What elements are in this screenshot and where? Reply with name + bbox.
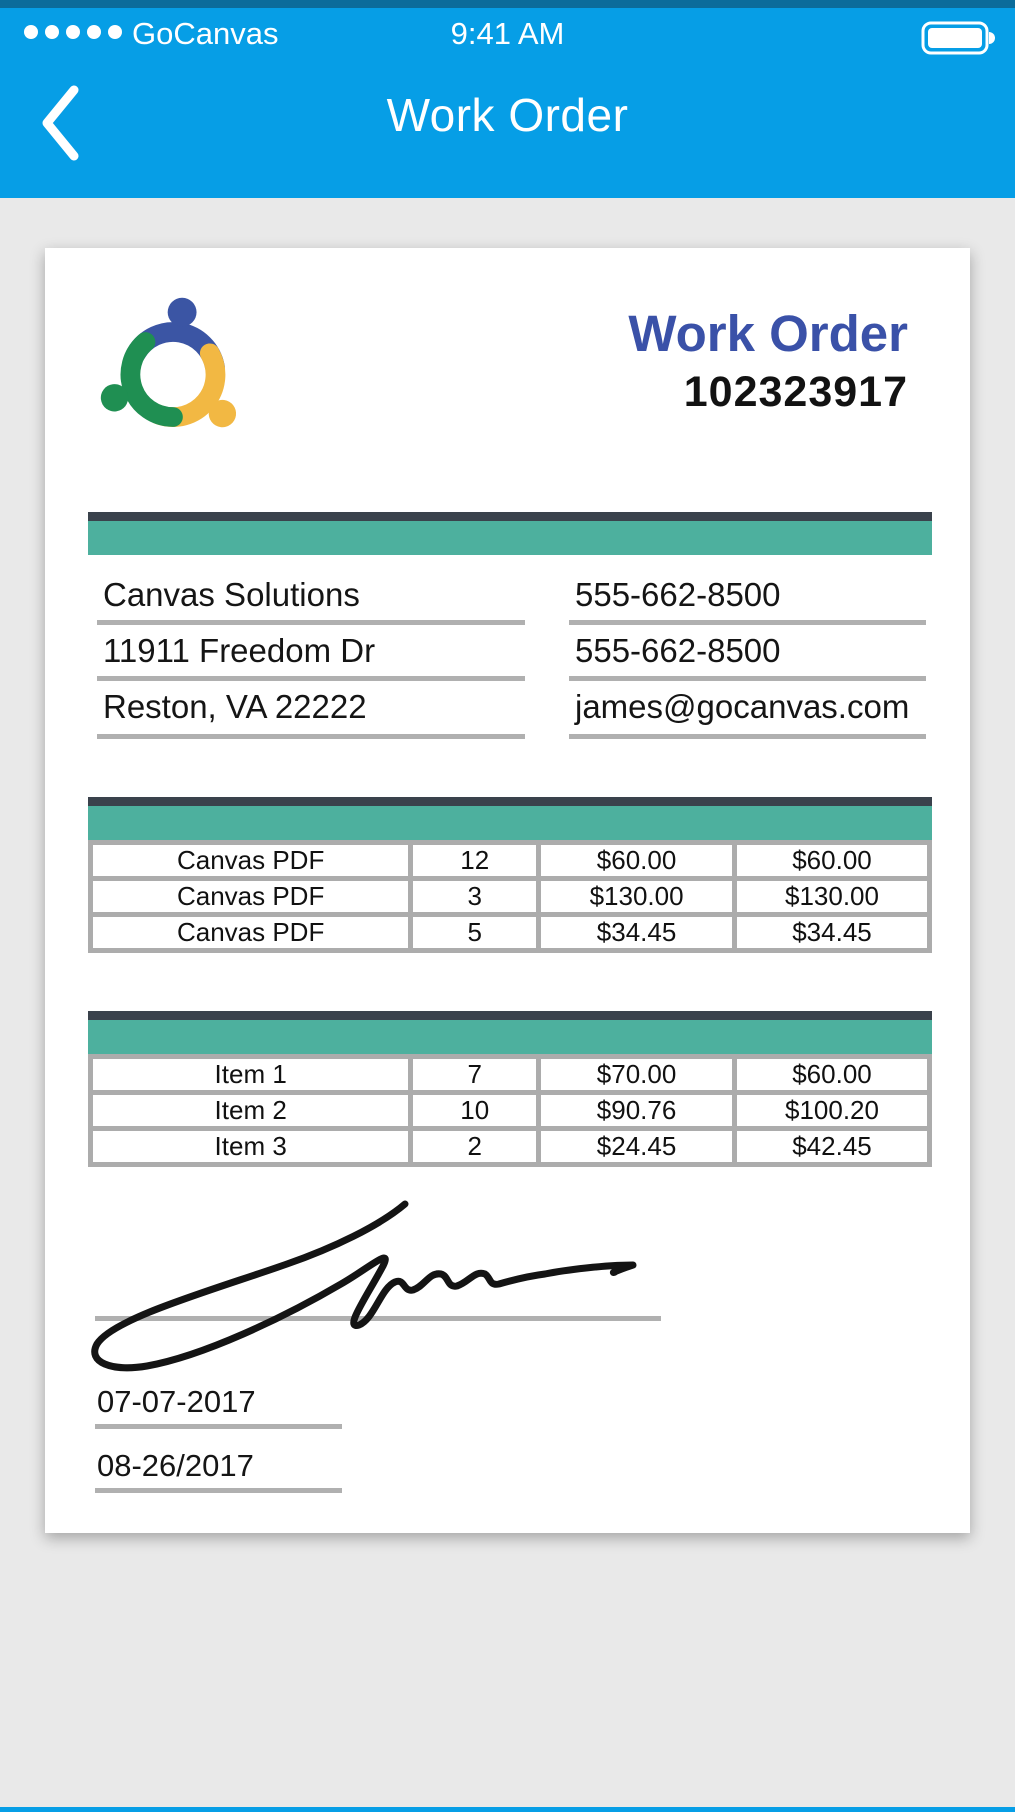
email-field: james@gocanvas.com <box>575 688 910 725</box>
cell-qty: 3 <box>413 881 536 912</box>
cell-total: $60.00 <box>737 845 927 876</box>
page-title: Work Order <box>386 89 629 141</box>
cell-product: Canvas PDF <box>93 881 408 912</box>
section-dark-bar <box>88 512 932 521</box>
table-row <box>93 1059 927 1090</box>
field-underline <box>97 734 525 739</box>
cell-qty: 10 <box>413 1095 536 1126</box>
signature-image <box>83 1196 668 1386</box>
table-row <box>93 1095 927 1126</box>
field-underline <box>569 620 926 625</box>
section-teal-bar <box>88 1020 932 1054</box>
cell-product: Canvas PDF <box>93 845 408 876</box>
carrier-label: GoCanvas <box>132 16 279 51</box>
table-row <box>93 845 927 876</box>
bottom-accent-strip <box>0 1807 1015 1812</box>
gocanvas-logo-icon <box>97 294 249 457</box>
field-underline <box>569 676 926 681</box>
battery-icon <box>921 21 997 60</box>
cell-qty: 5 <box>413 917 536 948</box>
status-time: 9:41 AM <box>450 16 565 51</box>
products-table <box>88 840 932 953</box>
pdf-preview-area[interactable] <box>0 198 1015 1812</box>
date-underline <box>95 1424 342 1429</box>
date-underline <box>95 1488 342 1493</box>
items-table <box>88 1054 932 1167</box>
chevron-left-icon <box>38 150 82 165</box>
cell-item: Item 3 <box>93 1131 408 1162</box>
table-row <box>93 1131 927 1162</box>
date-field: 07-07-2017 <box>97 1384 256 1419</box>
cell-price: $60.00 <box>541 845 732 876</box>
field-underline <box>97 620 525 625</box>
cell-price: $70.00 <box>541 1059 732 1090</box>
cell-item: Item 2 <box>93 1095 408 1126</box>
cell-item: Item 1 <box>93 1059 408 1090</box>
section-dark-bar <box>88 797 932 806</box>
table-row <box>93 917 927 948</box>
work-order-document <box>45 248 970 1533</box>
header-top-strip <box>0 0 1015 8</box>
cell-total: $60.00 <box>737 1059 927 1090</box>
cell-total: $100.20 <box>737 1095 927 1126</box>
table-row <box>93 881 927 912</box>
date-field: 08-26/2017 <box>97 1448 254 1483</box>
cell-qty: 7 <box>413 1059 536 1090</box>
section-teal-bar <box>88 521 932 555</box>
products-table-section <box>88 797 932 965</box>
cell-price: $34.45 <box>541 917 732 948</box>
cell-price: $130.00 <box>541 881 732 912</box>
field-underline <box>569 734 926 739</box>
cell-qty: 12 <box>413 845 536 876</box>
street-address-field: 11911 Freedom Dr <box>103 632 376 669</box>
field-underline <box>97 676 525 681</box>
city-state-zip-field: Reston, VA 22222 <box>103 688 367 725</box>
cell-product: Canvas PDF <box>93 917 408 948</box>
status-bar <box>0 8 1015 56</box>
phone-field: 555-662-8500 <box>575 576 781 613</box>
phone-alt-field: 555-662-8500 <box>575 632 781 669</box>
company-name-field: Canvas Solutions <box>103 576 360 613</box>
cell-qty: 2 <box>413 1131 536 1162</box>
cell-price: $24.45 <box>541 1131 732 1162</box>
document-heading <box>628 306 908 417</box>
items-table-section <box>88 1011 932 1179</box>
section-teal-bar <box>88 806 932 840</box>
cell-price: $90.76 <box>541 1095 732 1126</box>
document-title: Work Order <box>628 305 908 362</box>
cell-total: $34.45 <box>737 917 927 948</box>
cell-total: $42.45 <box>737 1131 927 1162</box>
contact-section-header <box>88 512 932 555</box>
section-dark-bar <box>88 1011 932 1020</box>
app-header <box>0 0 1015 198</box>
work-order-number: 102323917 <box>683 368 908 417</box>
cell-total: $130.00 <box>737 881 927 912</box>
